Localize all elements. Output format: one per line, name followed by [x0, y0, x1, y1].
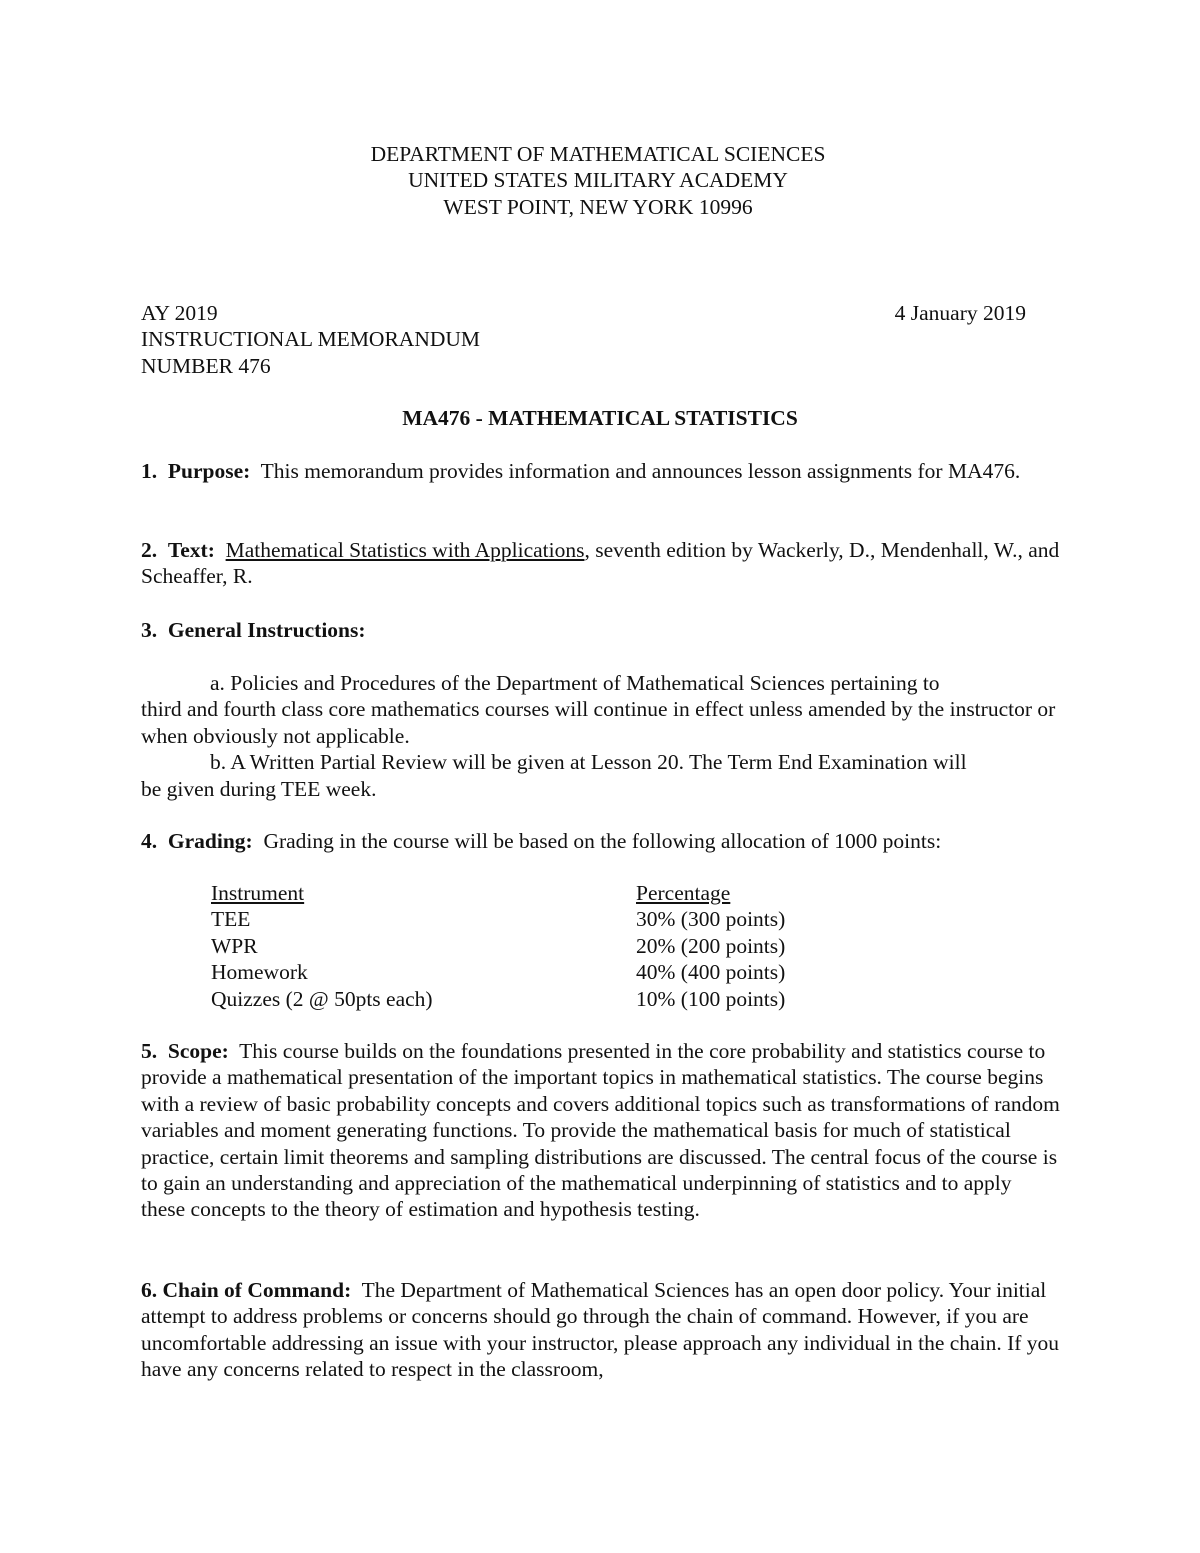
section-chain-of-command — [141, 1277, 1061, 1383]
section-heading: Chain of Command: — [162, 1278, 352, 1302]
section-number: 3. — [141, 618, 158, 642]
section-heading: Scope: — [167, 1039, 229, 1063]
section-number: 2. — [141, 538, 158, 562]
memo-number: NUMBER 476 — [141, 353, 271, 378]
section-number: 5. — [141, 1039, 158, 1063]
section-text-book — [141, 537, 1061, 590]
percentage-cell: 10% (100 points) — [636, 986, 786, 1011]
memo-date: 4 January 2019 — [894, 301, 1026, 325]
memo-info — [141, 300, 1026, 379]
section-general-instructions — [141, 617, 1061, 643]
section-text: The Department of Mathematical Sciences has an open door policy. Your initial attempt to address problems or concerns should go through the chain of command. However, if you are uncomfortable addressing an issue with your instructor, please approach any individual in the chain. If you have any concerns related to respect in the classroom, — [141, 1278, 1060, 1382]
grading-table — [211, 880, 851, 1012]
instruction-a — [141, 670, 1061, 802]
section-number: 4. — [141, 829, 158, 853]
textbook-title: Mathematical Statistics with Applications — [225, 538, 585, 562]
section-heading: General Instructions: — [167, 618, 366, 642]
section-heading: Purpose: — [167, 459, 251, 483]
table-row — [211, 986, 851, 1012]
percentage-cell: 30% (300 points) — [636, 907, 786, 932]
letterhead — [0, 141, 1196, 220]
instrument-cell: Homework — [211, 960, 308, 985]
letterhead-address: WEST POINT, NEW YORK 10996 — [443, 194, 753, 219]
section-text: Grading in the course will be based on the following allocation of 1000 points: — [263, 829, 942, 853]
memo-type: INSTRUCTIONAL MEMORANDUM — [141, 327, 481, 352]
section-number: 6. — [141, 1278, 158, 1302]
instruction-a-continuation: third and fourth class core mathematics courses will continue in effect unless amended by the instructor or when obviously not applicable. — [141, 697, 1056, 748]
section-heading: Text: — [167, 538, 215, 562]
column-header-percentage: Percentage — [636, 881, 731, 905]
section-grading — [141, 828, 1061, 854]
grading-table-header — [211, 880, 851, 906]
instruction-b-continuation: be given during TEE week. — [141, 776, 377, 801]
percentage-cell: 40% (400 points) — [636, 960, 786, 985]
instrument-cell: TEE — [211, 907, 251, 932]
section-number: 1. — [141, 459, 158, 483]
textbook-details: , seventh edition by Wackerly, D., Mendenhall, W., and Scheaffer, R. — [141, 538, 1060, 589]
instruction-a-first-line: a. Policies and Procedures of the Department of Mathematical Sciences pertaining to — [210, 671, 940, 695]
table-row — [211, 959, 851, 985]
course-title: MA476 - MATHEMATICAL STATISTICS — [402, 406, 798, 430]
section-text: This course builds on the foundations presented in the core probability and statistics course to provide a mathematical presentation of the important topics in mathematical statistics. The course begins with a review of basic probability concepts and covers additional topics such as transformations of random variables and moment generating functions. To provide the mathematical basis for much of statistical practice, certain limit theorems and sampling distributions are discussed. The central focus of the course is to gain an understanding and appreciation of the mathematical underpinning of statistics and to apply these concepts to the theory of estimation and hypothesis testing. — [141, 1039, 1060, 1222]
column-header-instrument: Instrument — [211, 881, 305, 905]
section-heading: Grading: — [167, 829, 253, 853]
letterhead-academy: UNITED STATES MILITARY ACADEMY — [408, 168, 788, 193]
section-scope — [141, 1038, 1061, 1223]
instruction-b-first-line: b. A Written Partial Review will be given at Lesson 20. The Term End Examination will — [210, 750, 967, 775]
instrument-cell: WPR — [211, 933, 258, 958]
percentage-cell: 20% (200 points) — [636, 933, 786, 958]
section-text: This memorandum provides information and announces lesson assignments for MA476. — [260, 459, 1021, 483]
letterhead-department: DEPARTMENT OF MATHEMATICAL SCIENCES — [370, 142, 826, 166]
instrument-cell: Quizzes (2 @ 50pts each) — [211, 986, 433, 1011]
table-row — [211, 906, 851, 932]
section-purpose — [141, 458, 1061, 484]
table-row — [211, 933, 851, 959]
academic-year: AY 2019 — [141, 301, 218, 325]
